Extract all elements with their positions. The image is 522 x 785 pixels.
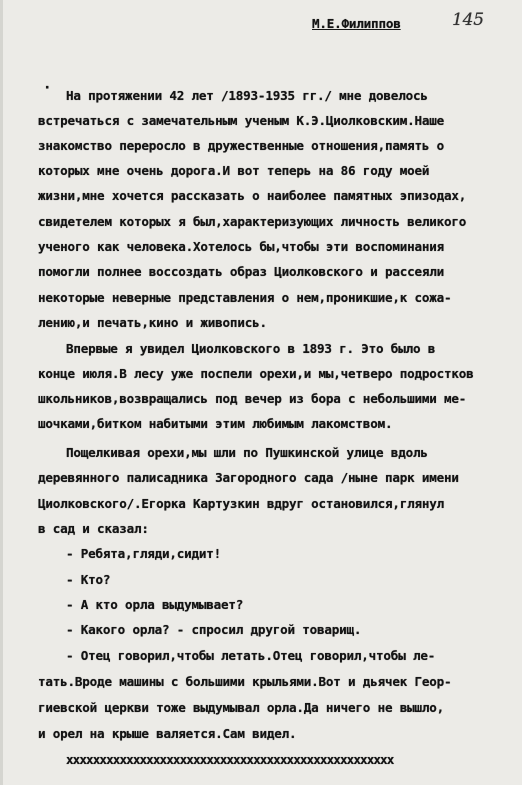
margin-dot: · bbox=[43, 80, 52, 96]
text-line: лению,и печать,кино и живопись. bbox=[38, 315, 267, 330]
dialogue-line: - А кто орла выдумывает? bbox=[66, 597, 244, 612]
text-line: гиевской церкви тоже выдумывал орла.Да ничего не вышло, bbox=[38, 700, 445, 715]
text-line: шочками,битком набитыми этим любимым лакомством. bbox=[38, 416, 393, 431]
page-number: 145 bbox=[452, 10, 484, 30]
dialogue-line: - Ребята,гляди,сидит! bbox=[66, 546, 222, 561]
text-line: ученого как человека.Хотелось бы,чтобы эти воспоминания bbox=[38, 239, 445, 254]
text-line: На протяжении 42 лет /1893-1935 гг./ мне довелось bbox=[66, 88, 428, 103]
text-line: некоторые неверные представления о нем,проникшие,к сожа- bbox=[38, 290, 452, 305]
text-line: Циолковского/.Егорка Картузкин вдруг остановился,глянул bbox=[38, 496, 445, 511]
text-line: встречаться с замечательным ученым К.Э.Циолковским.Наше bbox=[38, 113, 445, 128]
text-line: Пощелкивая орехи,мы шли по Пушкинской улице вдоль bbox=[66, 445, 428, 460]
dialogue-line: - Какого орла? - спросил другой товарищ. bbox=[66, 622, 362, 637]
text-line: и орел на крыше валяется.Сам видел. bbox=[38, 726, 297, 741]
text-line: деревянного палисадника Загородного сада /ныне парк имени bbox=[38, 470, 459, 485]
dialogue-line: - Отец говорил,чтобы летать.Отец говорил,чтобы ле- bbox=[66, 648, 436, 663]
text-line: помогли полнее воссоздать образ Циолковского и рассеяли bbox=[38, 264, 445, 279]
text-line: в сад и сказал: bbox=[38, 521, 149, 536]
text-line: жизни,мне хочется рассказать о наиболее памятных эпизодах, bbox=[38, 188, 467, 203]
text-line: школьников,возвращались под вечер из бора с небольшими ме- bbox=[38, 391, 467, 406]
author-heading: М.Е.Филиппов bbox=[312, 16, 401, 31]
dialogue-line: - Кто? bbox=[66, 572, 111, 587]
text-line: тать.Вроде машины с большими крыльями.Вот и дьячек Геор- bbox=[38, 674, 452, 689]
struck-out-line: xxxxxxxxxxxxxxxxxxxxxxxxxxxxxxxxxxxxxxxxxxxxxxxxx bbox=[66, 752, 394, 767]
text-line: Впервые я увидел Циолковского в 1893 г. Это было в bbox=[66, 341, 436, 356]
text-line: которых мне очень дорога.И вот теперь на 86 году моей bbox=[38, 163, 430, 178]
text-line: знакомство переросло в дружественные отношения,память о bbox=[38, 138, 445, 153]
text-line: свидетелем которых я был,характеризующих личность великого bbox=[38, 214, 467, 229]
text-line: конце июля.В лесу уже поспели орехи,и мы,четверо подростков bbox=[38, 366, 474, 381]
